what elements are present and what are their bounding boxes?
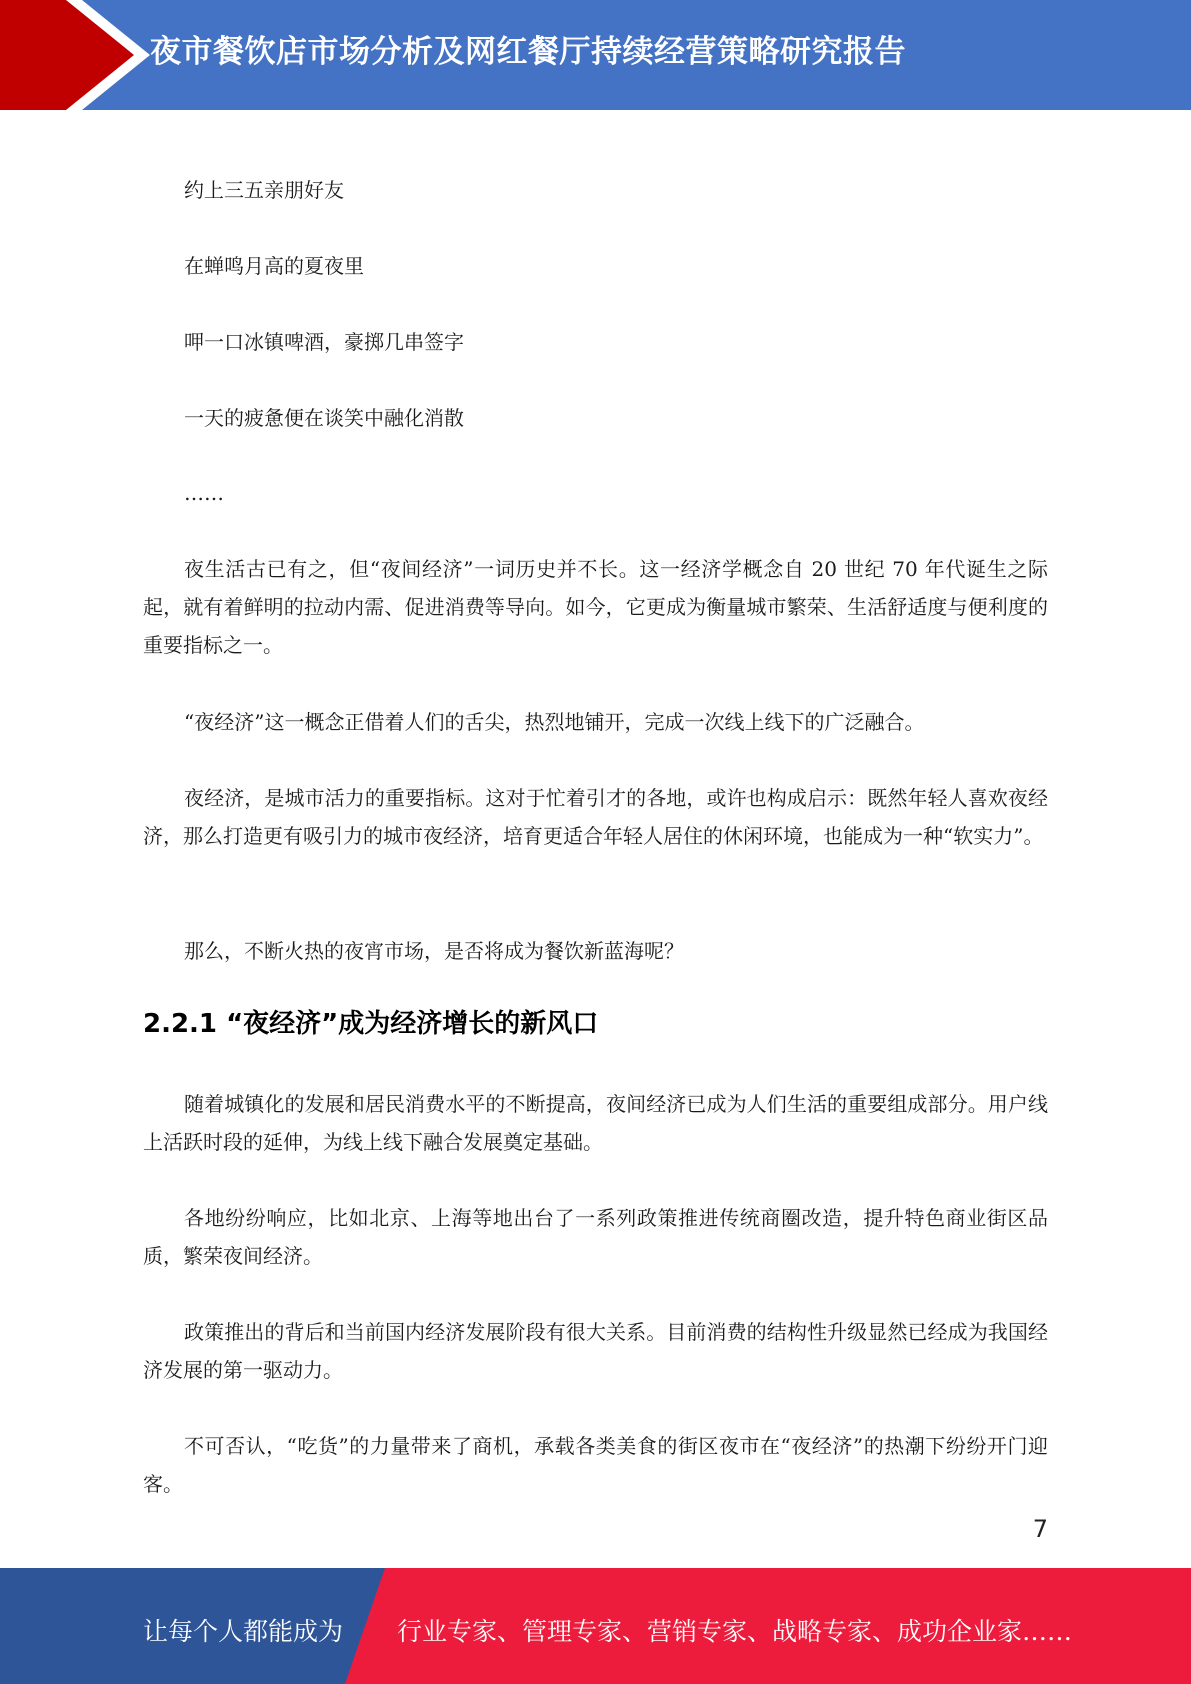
- footer-slogan-right: 行业专家、管理专家、营销专家、战略专家、成功企业家……: [397, 1617, 1073, 1646]
- paragraph-policy-response: 各地纷纷响应，比如北京、上海等地出台了一系列政策推进传统商圈改造，提升特色商业街区品质，繁荣夜间经济。: [143, 1206, 1048, 1268]
- paragraph-urbanization: 随着城镇化的发展和居民消费水平的不断提高，夜间经济已成为人们生活的重要组成部分。用户线上活跃时段的延伸，为线上线下融合发展奠定基础。: [143, 1092, 1048, 1154]
- page-footer: [0, 1568, 1191, 1684]
- paragraph-consumption-upgrade: 政策推出的背后和当前国内经济发展阶段有很大关系。目前消费的结构性升级显然已经成为我国经济发展的第一驱动力。: [143, 1320, 1048, 1382]
- section-heading: 2.2.1 “夜经济”成为经济增长的新风口: [143, 1009, 599, 1039]
- poem-ellipsis: ……: [184, 481, 224, 505]
- header-title: 夜市餐饮店市场分析及网红餐厅持续经营策略研究报告: [150, 34, 906, 70]
- poem-line-1: 约上三五亲朋好友: [184, 178, 344, 202]
- poem-line-4: 一天的疲惫便在谈笑中融化消散: [184, 406, 464, 430]
- page-header: [0, 0, 1191, 110]
- page-number: 7: [1032, 1515, 1048, 1543]
- paragraph-question: 那么，不断火热的夜宵市场，是否将成为餐饮新蓝海呢？: [184, 939, 684, 963]
- footer-slogan-left: 让每个人都能成为: [143, 1617, 344, 1646]
- paragraph-city-vitality: 夜经济，是城市活力的重要指标。这对于忙着引才的各地，或许也构成启示：既然年轻人喜欢夜经济，那么打造更有吸引力的城市夜经济，培育更适合年轻人居住的休闲环境，也能成为一种“软实力”。: [143, 786, 1048, 848]
- paragraph-foodie-power: 不可否认，“吃货”的力量带来了商机，承载各类美食的街区夜市在“夜经济”的热潮下纷纷开门迎客。: [143, 1434, 1048, 1496]
- paragraph-night-economy-concept: “夜经济”这一概念正借着人们的舌尖，热烈地铺开，完成一次线上线下的广泛融合。: [184, 710, 925, 734]
- paragraph-night-economy-history: 夜生活古已有之，但“夜间经济”一词历史并不长。这一经济学概念自 20 世纪 70 年代诞生之际起，就有着鲜明的拉动内需、促进消费等导向。如今，它更成为衡量城市繁荣、生活舒适度与便利度的重要指标之一。: [143, 557, 1048, 657]
- poem-line-3: 呷一口冰镇啤酒，豪掷几串签字: [184, 330, 464, 354]
- poem-line-2: 在蝉鸣月高的夏夜里: [184, 254, 364, 278]
